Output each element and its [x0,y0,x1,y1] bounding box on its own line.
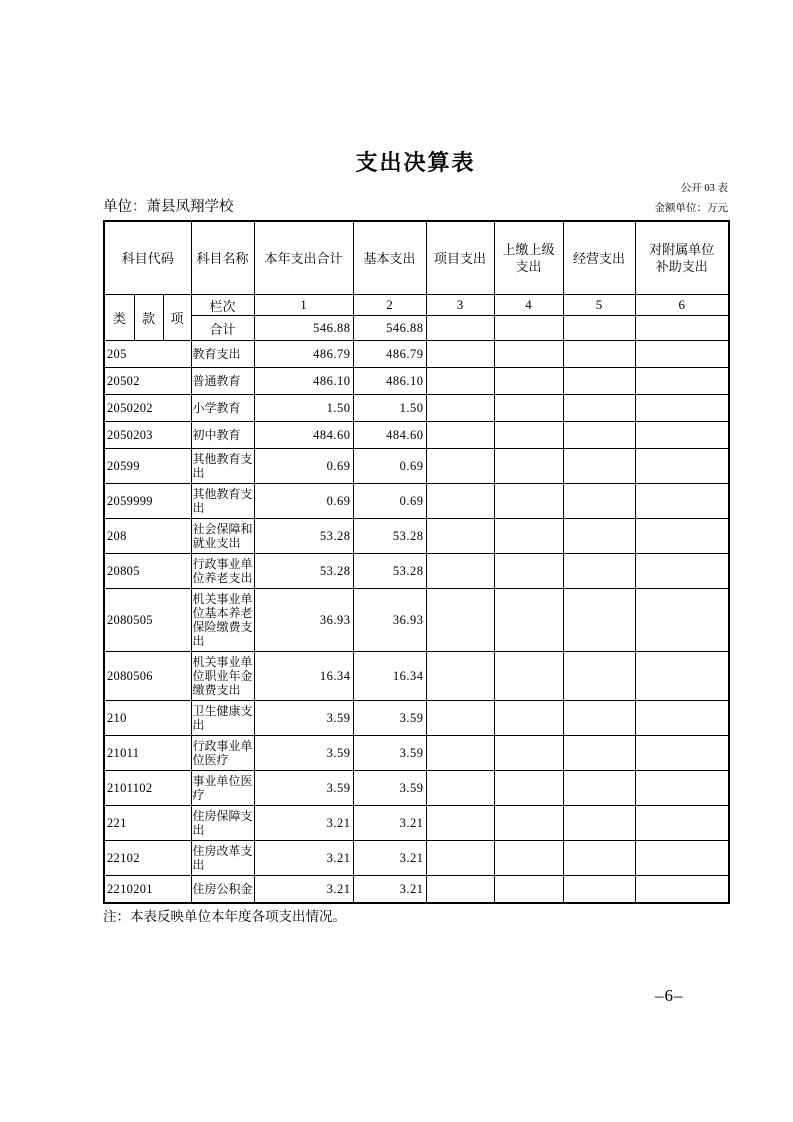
upper-payment-cell [494,422,563,449]
project-expenditure-cell [426,422,494,449]
project-expenditure-cell [426,519,494,554]
operating-expenditure-cell [563,736,635,771]
subject-code-cell: 210 [104,701,191,736]
subject-name-cell: 住房公积金 [191,876,254,904]
table-row [104,554,729,589]
subject-code-cell: 2059999 [104,484,191,519]
total-row-subsidy [635,316,729,341]
upper-payment-cell [494,519,563,554]
basic-expenditure-cell: 3.21 [353,806,426,841]
table-row [104,341,729,368]
header-col-num-1: 1 [254,295,353,316]
unit-colon: ： [132,199,147,215]
subsidy-expenditure-cell [635,771,729,806]
project-expenditure-cell [426,589,494,652]
subject-name-cell: 社会保障和就业支出 [191,519,254,554]
upper-payment-cell [494,449,563,484]
header-col-project: 项目支出 [426,221,494,295]
subsidy-expenditure-cell [635,806,729,841]
project-expenditure-cell [426,484,494,519]
header-row-lanci [104,295,729,316]
header-col-upper: 上缴上级支出 [494,221,563,295]
meta-row [103,198,728,216]
subject-name-cell: 其他教育支出 [191,484,254,519]
upper-payment-cell [494,554,563,589]
upper-payment-cell [494,876,563,904]
header-lanci: 栏次 [191,295,254,316]
total-expenditure-cell: 3.21 [254,841,353,876]
total-expenditure-cell: 0.69 [254,484,353,519]
header-col-num-4: 4 [494,295,563,316]
table-row [104,806,729,841]
subsidy-expenditure-cell [635,554,729,589]
subject-name-cell: 行政事业单位养老支出 [191,554,254,589]
total-row [104,316,729,341]
header-col-subsidy: 对附属单位补助支出 [635,221,729,295]
subsidy-expenditure-cell [635,876,729,904]
operating-expenditure-cell [563,771,635,806]
total-row-project [426,316,494,341]
operating-expenditure-cell [563,484,635,519]
header-col-basic: 基本支出 [353,221,426,295]
total-expenditure-cell: 3.59 [254,736,353,771]
operating-expenditure-cell [563,876,635,904]
table-row [104,841,729,876]
subject-code-cell: 208 [104,519,191,554]
subsidy-expenditure-cell [635,589,729,652]
subject-name-cell: 住房保障支出 [191,806,254,841]
upper-payment-cell [494,841,563,876]
page-content [103,182,728,925]
operating-expenditure-cell [563,554,635,589]
amount-unit-label: 金额单位：万元 [654,203,728,214]
header-subject-name: 科目名称 [191,221,254,295]
subject-name-cell: 事业单位医疗 [191,771,254,806]
basic-expenditure-cell: 3.59 [353,771,426,806]
total-expenditure-cell: 36.93 [254,589,353,652]
subsidy-expenditure-cell [635,701,729,736]
subject-code-cell: 20599 [104,449,191,484]
subject-name-cell: 普通教育 [191,368,254,395]
basic-expenditure-cell: 484.60 [353,422,426,449]
table-row [104,395,729,422]
basic-expenditure-cell: 3.59 [353,701,426,736]
header-code-section: 款 [134,295,163,341]
subject-code-cell: 2080506 [104,652,191,701]
basic-expenditure-cell: 16.34 [353,652,426,701]
subject-name-cell: 卫生健康支出 [191,701,254,736]
upper-payment-cell [494,484,563,519]
total-row-label: 合计 [191,316,254,341]
total-expenditure-cell: 486.79 [254,341,353,368]
doc-form-label: 公开 03 表 [680,183,728,194]
subsidy-expenditure-cell [635,484,729,519]
project-expenditure-cell [426,806,494,841]
basic-expenditure-cell: 0.69 [353,449,426,484]
subject-name-cell: 小学教育 [191,395,254,422]
subject-code-cell: 2050203 [104,422,191,449]
table-row [104,652,729,701]
unit-line [103,198,234,216]
subject-name-cell: 其他教育支出 [191,449,254,484]
project-expenditure-cell [426,771,494,806]
operating-expenditure-cell [563,341,635,368]
subject-code-cell: 2101102 [104,771,191,806]
total-expenditure-cell: 3.21 [254,806,353,841]
basic-expenditure-cell: 1.50 [353,395,426,422]
total-expenditure-cell: 53.28 [254,519,353,554]
project-expenditure-cell [426,449,494,484]
header-subject-code: 科目代码 [104,221,191,295]
subject-code-cell: 221 [104,806,191,841]
upper-payment-cell [494,736,563,771]
operating-expenditure-cell [563,395,635,422]
subject-code-cell: 2210201 [104,876,191,904]
header-col-operating: 经营支出 [563,221,635,295]
subsidy-expenditure-cell [635,341,729,368]
operating-expenditure-cell [563,701,635,736]
header-col-total: 本年支出合计 [254,221,353,295]
basic-expenditure-cell: 3.21 [353,841,426,876]
project-expenditure-cell [426,652,494,701]
table-row [104,771,729,806]
project-expenditure-cell [426,701,494,736]
subsidy-expenditure-cell [635,736,729,771]
operating-expenditure-cell [563,422,635,449]
project-expenditure-cell [426,841,494,876]
expenditure-table [103,220,730,904]
total-row-basic: 546.88 [353,316,426,341]
subject-code-cell: 21011 [104,736,191,771]
header-col-num-6: 6 [635,295,729,316]
subsidy-expenditure-cell [635,652,729,701]
page-number: –6– [655,986,684,1005]
header-code-class: 类 [104,295,134,341]
subsidy-expenditure-cell [635,449,729,484]
upper-payment-cell [494,771,563,806]
basic-expenditure-cell: 3.21 [353,876,426,904]
total-expenditure-cell: 484.60 [254,422,353,449]
basic-expenditure-cell: 3.59 [353,736,426,771]
total-row-operating [563,316,635,341]
table-body [104,341,729,904]
operating-expenditure-cell [563,841,635,876]
operating-expenditure-cell [563,449,635,484]
basic-expenditure-cell: 0.69 [353,484,426,519]
project-expenditure-cell [426,876,494,904]
table-row [104,589,729,652]
header-col-num-5: 5 [563,295,635,316]
subsidy-expenditure-cell [635,519,729,554]
table-row [104,701,729,736]
upper-payment-cell [494,701,563,736]
project-expenditure-cell [426,736,494,771]
subject-code-cell: 20805 [104,554,191,589]
subject-name-cell: 初中教育 [191,422,254,449]
table-row [104,449,729,484]
subject-name-cell: 教育支出 [191,341,254,368]
total-expenditure-cell: 3.21 [254,876,353,904]
page-title: 支出决算表 [355,150,476,175]
subject-code-cell: 2080505 [104,589,191,652]
subject-name-cell: 住房改革支出 [191,841,254,876]
subject-code-cell: 20502 [104,368,191,395]
total-expenditure-cell: 3.59 [254,771,353,806]
header-row-main [104,221,729,295]
upper-payment-cell [494,395,563,422]
project-expenditure-cell [426,341,494,368]
total-row-total: 546.88 [254,316,353,341]
basic-expenditure-cell: 486.10 [353,368,426,395]
unit-label: 单位 [103,199,132,215]
subject-code-cell: 205 [104,341,191,368]
total-expenditure-cell: 1.50 [254,395,353,422]
header-code-item: 项 [163,295,191,341]
upper-payment-cell [494,341,563,368]
total-row-upper [494,316,563,341]
table-row [104,368,729,395]
table-row [104,876,729,904]
operating-expenditure-cell [563,368,635,395]
subject-name-cell: 机关事业单位基本养老保险缴费支出 [191,589,254,652]
operating-expenditure-cell [563,806,635,841]
total-expenditure-cell: 53.28 [254,554,353,589]
basic-expenditure-cell: 486.79 [353,341,426,368]
header-col-num-2: 2 [353,295,426,316]
table-row [104,519,729,554]
basic-expenditure-cell: 36.93 [353,589,426,652]
upper-payment-cell [494,806,563,841]
subsidy-expenditure-cell [635,395,729,422]
subject-code-cell: 2050202 [104,395,191,422]
subject-name-cell: 机关事业单位职业年金缴费支出 [191,652,254,701]
project-expenditure-cell [426,395,494,422]
upper-payment-cell [494,368,563,395]
operating-expenditure-cell [563,589,635,652]
table-row [104,422,729,449]
operating-expenditure-cell [563,519,635,554]
subsidy-expenditure-cell [635,422,729,449]
total-expenditure-cell: 3.59 [254,701,353,736]
unit-name: 萧县凤翔学校 [146,199,234,215]
total-expenditure-cell: 16.34 [254,652,353,701]
operating-expenditure-cell [563,652,635,701]
subsidy-expenditure-cell [635,841,729,876]
upper-payment-cell [494,652,563,701]
basic-expenditure-cell: 53.28 [353,554,426,589]
basic-expenditure-cell: 53.28 [353,519,426,554]
subsidy-expenditure-cell [635,368,729,395]
upper-payment-cell [494,589,563,652]
total-expenditure-cell: 0.69 [254,449,353,484]
subject-code-cell: 22102 [104,841,191,876]
project-expenditure-cell [426,554,494,589]
table-row [104,484,729,519]
header-col-num-3: 3 [426,295,494,316]
project-expenditure-cell [426,368,494,395]
table-note: 注：本表反映单位本年度各项支出情况。 [103,909,346,924]
table-row [104,736,729,771]
total-expenditure-cell: 486.10 [254,368,353,395]
subject-name-cell: 行政事业单位医疗 [191,736,254,771]
